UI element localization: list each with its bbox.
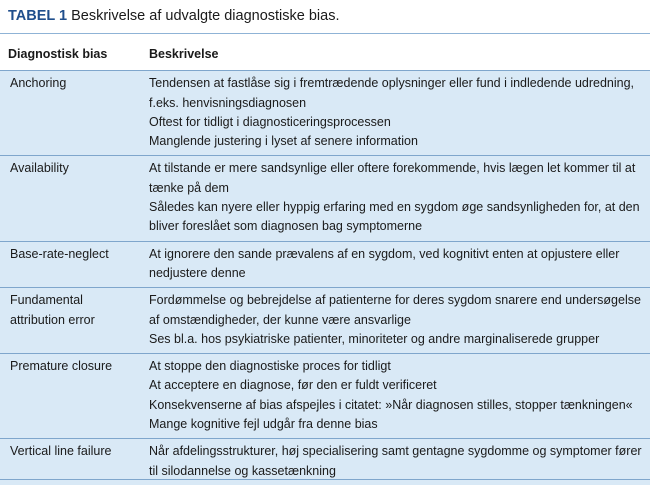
table-row: [0, 71, 650, 156]
description-line: Mange kognitive fejl udgår fra denne bias: [149, 417, 378, 432]
description-line: Ses bl.a. hos psykiatriske patienter, minoriteter og andre marginaliserede grupper: [149, 331, 600, 346]
description-line: Konsekvenserne af bias afspejles i citatet: »Når diagnosen stilles, stopper tænkningen«: [149, 397, 633, 412]
column-header-description: Beskrivelse: [141, 45, 650, 71]
table-row: [0, 354, 650, 439]
bias-name: Fundamental attribution error: [0, 288, 141, 354]
table-header-row: [0, 45, 650, 71]
description-line: Således kan nyere eller hyppig erfaring med en sygdom øge sandsynligheden for, at den bliver foreslået som diagnosen bag symptomerne: [149, 200, 640, 234]
bias-table: [0, 45, 650, 485]
column-header-bias: Diagnostisk bias: [0, 45, 141, 71]
description-line: Fordømmelse og bebrejdelse af patienterne for deres sygdom snarere end undersøgelse af omstændigheder, der kunne være ansvarlige: [149, 293, 641, 327]
table-row: [0, 241, 650, 288]
description-line: At acceptere en diagnose, før den er fuldt verificeret: [149, 378, 437, 393]
description-line: Tendensen at fastlåse sig i fremtrædende oplysninger eller fund i indledende udredning, f.eks. henvisningsdiagnosen: [149, 76, 635, 110]
table-row: [0, 288, 650, 354]
description-line: At tilstande er mere sandsynlige eller oftere forekommende, hvis lægen let kommer til at tænke på dem: [149, 161, 636, 195]
description-line: Når afdelingsstrukturer, høj specialisering samt gentagne sygdomme og symptomer fører til silodannelse og kassetænkning: [149, 444, 642, 478]
caption-divider: [0, 33, 650, 34]
table-number: TABEL 1: [8, 8, 68, 24]
bias-name: Base-rate-neglect: [0, 241, 141, 288]
description-line: At stoppe den diagnostiske proces for tidligt: [149, 359, 391, 374]
description-line: Oftest for tidligt i diagnosticeringsprocessen: [149, 114, 391, 129]
table-title: Beskrivelse af udvalgte diagnostiske bias.: [71, 8, 340, 24]
table-caption: [8, 7, 340, 25]
bias-name: Vertical line failure: [0, 439, 141, 485]
bias-description: [141, 288, 650, 354]
bias-description: [141, 71, 650, 156]
table-row: [0, 156, 650, 241]
bias-name: Anchoring: [0, 71, 141, 156]
bias-description: [141, 354, 650, 439]
bias-name: Premature closure: [0, 354, 141, 439]
bias-name: Availability: [0, 156, 141, 241]
bias-description: [141, 156, 650, 241]
bias-description: [141, 241, 650, 288]
description-line: Manglende justering i lyset af senere information: [149, 134, 418, 149]
description-line: At ignorere den sande prævalens af en sygdom, ved kognitivt enten at opjustere eller nedjustere denne: [149, 246, 620, 280]
